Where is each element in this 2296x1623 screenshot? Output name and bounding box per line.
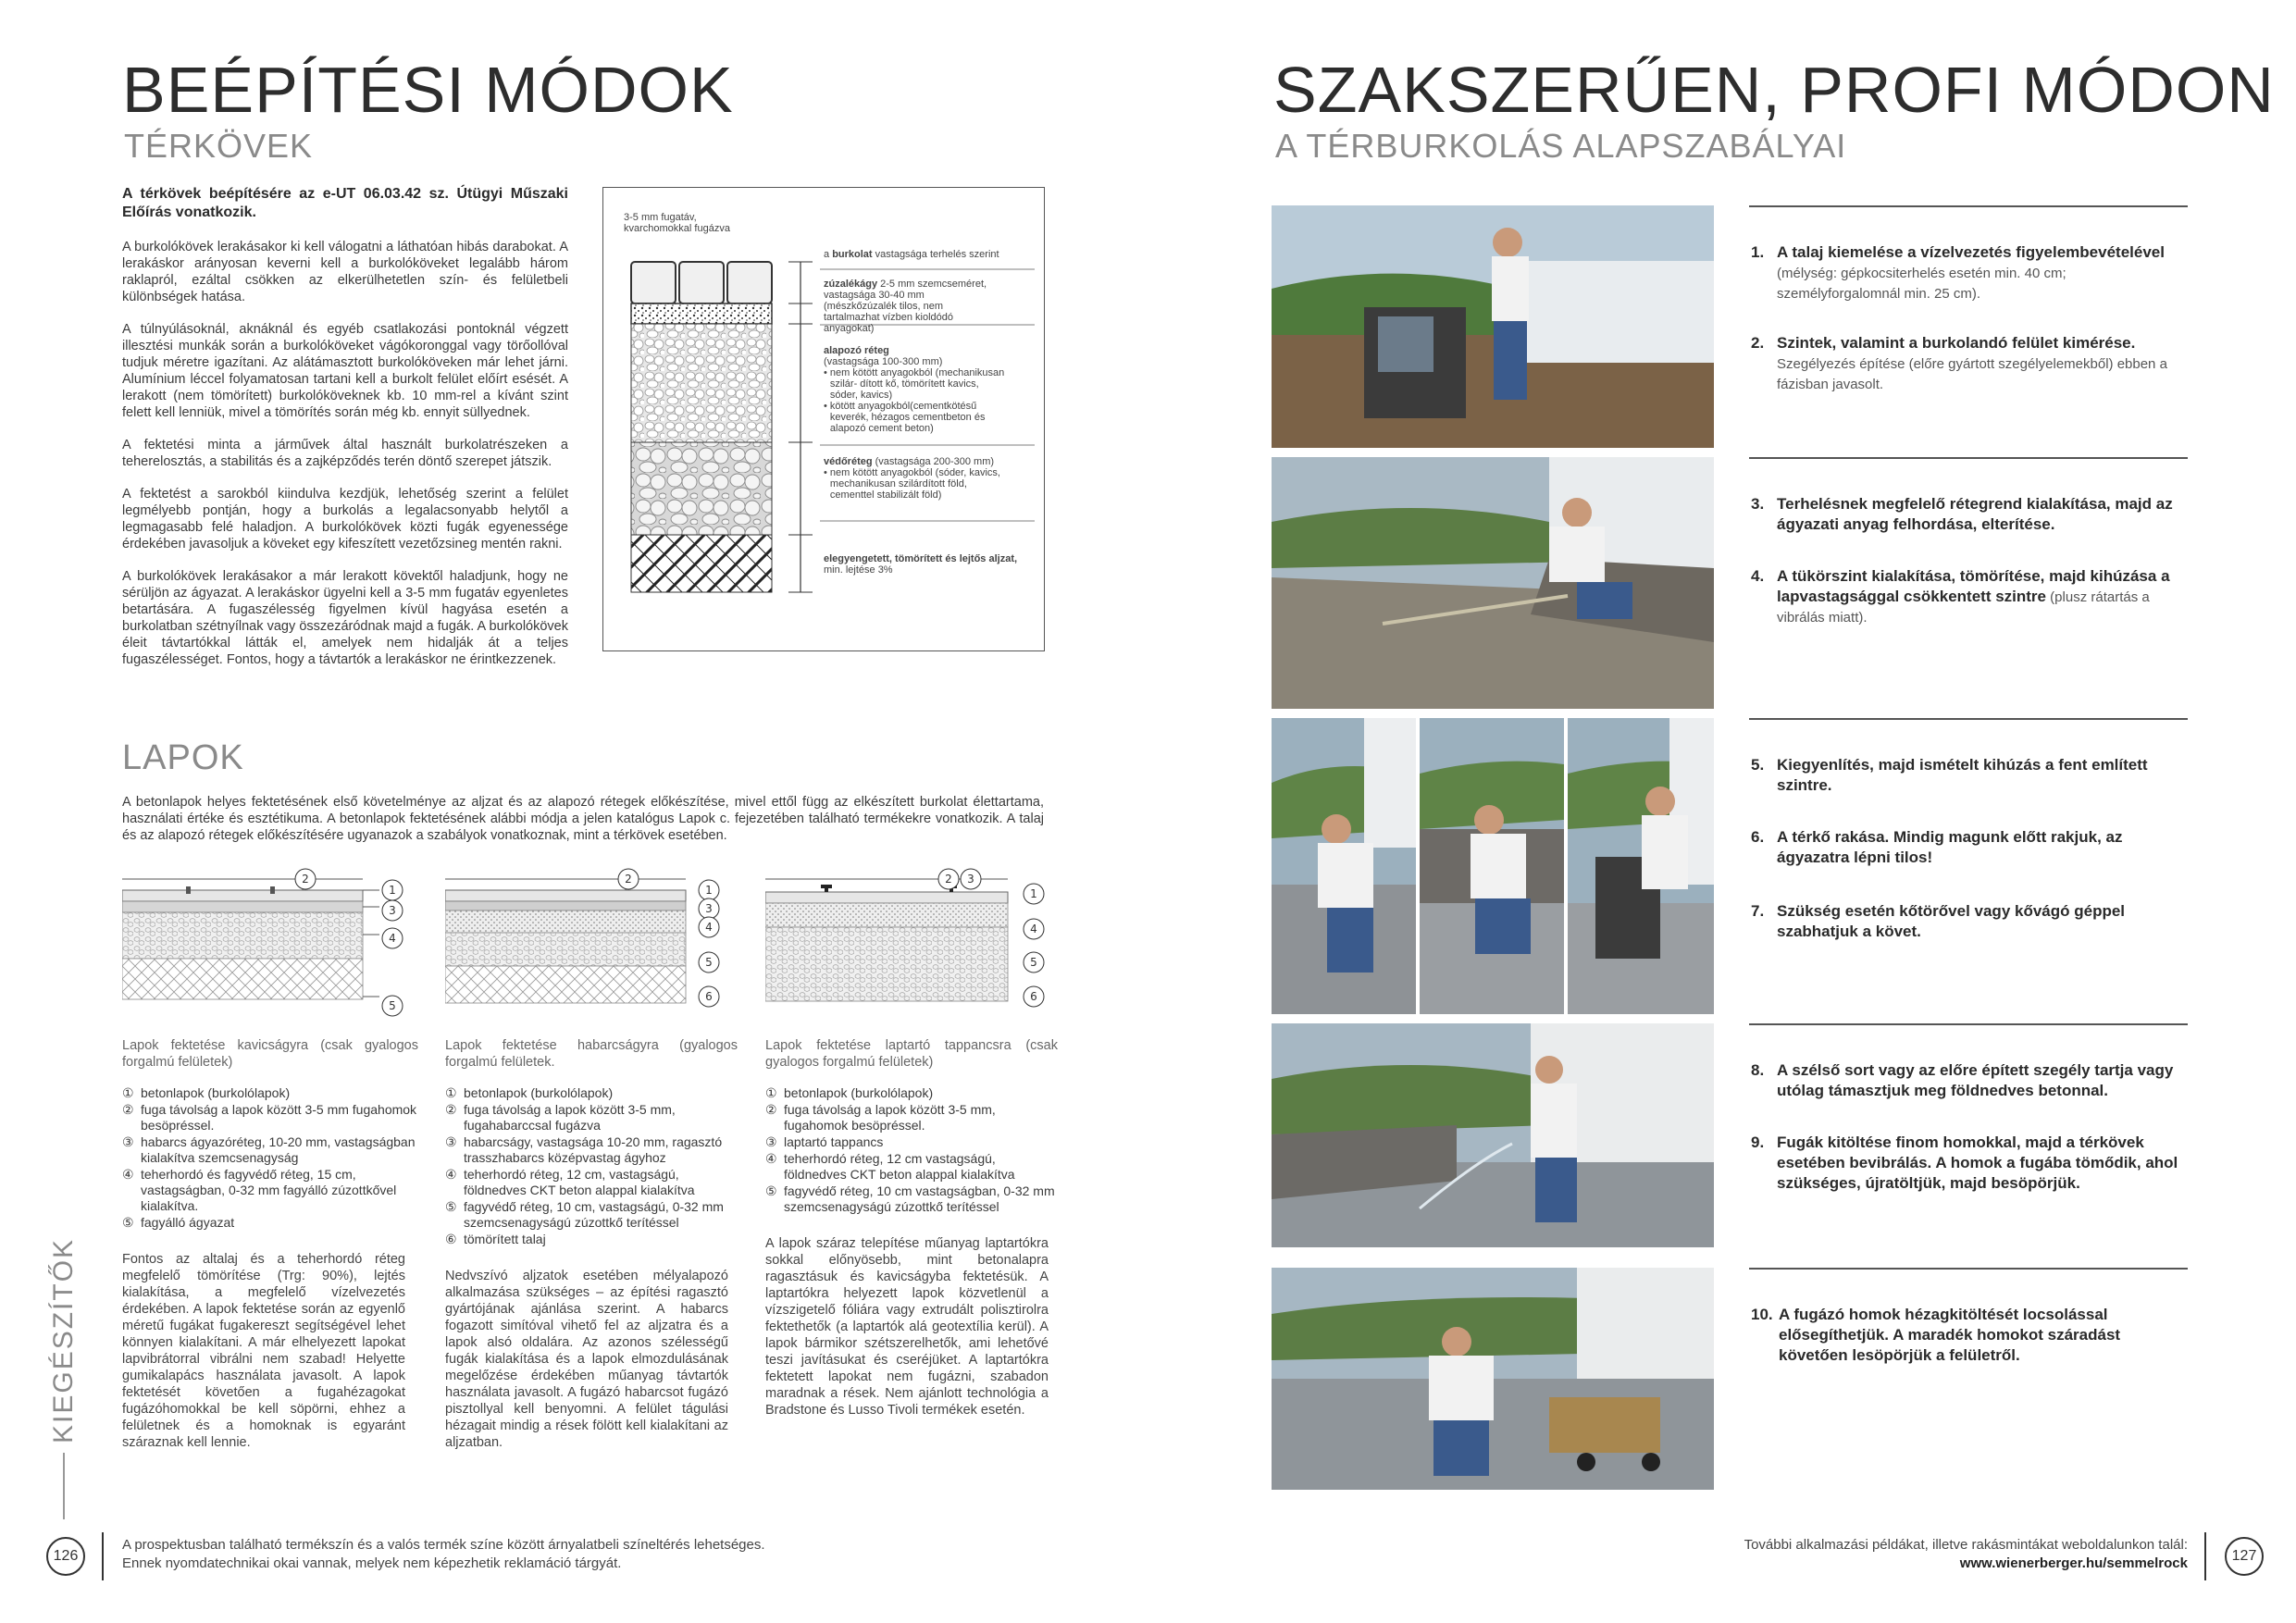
step-2: 2. Szintek, valamint a burkolandó felület kimérése. Szegélyezés építése (előre gyártott szegélyelemekből) ebben a fázisban javasolt. bbox=[1751, 334, 2167, 392]
list-item: ④ teherhordó réteg, 12 cm vastagságú, földnedves CKT beton alappal kialakítva bbox=[765, 1151, 1015, 1182]
svg-text:3: 3 bbox=[967, 873, 974, 886]
list-item: ② fuga távolság a lapok között 3-5 mm fugahomok besöpréssel. bbox=[122, 1102, 417, 1133]
layer-text: 2-5 mm szemcseméret, vastagsága 30-40 mm (mészkőzúzalék tilos, nem tartalmazhat vízben kioldódó anyagokat) bbox=[824, 279, 987, 334]
lapok-title: LAPOK bbox=[122, 738, 244, 777]
lapok-caption-1: Lapok fektetése kavicságyra (csak gyalogos forgalmú felületek) bbox=[122, 1038, 418, 1070]
step-10: 10. A fugázó homok hézagkitöltését locsolással elősegíthetjük. A maradék homokot száradást követően lesöpörjük a felületről. bbox=[1751, 1306, 2121, 1364]
left-page-number: 126 bbox=[46, 1537, 85, 1576]
photo-screeding-illustration bbox=[1272, 457, 1714, 709]
svg-text:4: 4 bbox=[705, 921, 713, 934]
layer-title: alapozó réteg bbox=[824, 345, 889, 356]
svg-text:2: 2 bbox=[302, 873, 309, 886]
lapok-text-2: Nedvszívó aljzatok esetében mélyalapozó alkalmazása szükséges – az építési ragasztó gyártójának ajánlása szerint. A habarcs fogazott simítóval vihető fel az aljzatra és a lapok alsó oldalára. Az azonos szélességű fugák kialakítása és a lapok elmozdulásának megelőzése érdekében műanyag távtartók használata javasolt. A fugázó habarcsot fugázó pisztollyal kell benyomni. A felület tágulási hézagait mindig a rések fölött kell kialakítani az aljzatban. bbox=[445, 1269, 728, 1450]
layer-text: vastagsága terhelés szerint bbox=[872, 249, 999, 260]
paragraph: A túlnyúlásoknál, aknáknál és egyéb csatlakozási pontoknál végzett illesztési munkák során a burkolóköveket vágókoronggal vagy törőollóval tudjuk méretre igazítani. Az alátámasztott burkolóköveken már lehet járni. Alumínium léccel folyamatosan tartani kell a burkolt felület előírt esését. A lerakott (nem tömörített) burkolóköveknek kb. 10 mm-rel a kívánt szint felett kell lenniük, mivel a tömörítés során még kb. ennyit süllyednek. bbox=[122, 322, 568, 420]
svg-text:6: 6 bbox=[705, 990, 713, 1003]
layer-title: burkolat bbox=[832, 249, 873, 260]
svg-text:3: 3 bbox=[705, 902, 713, 915]
lapok-list-2 bbox=[445, 1085, 738, 1247]
svg-text:5: 5 bbox=[389, 999, 396, 1012]
footer-divider bbox=[2204, 1532, 2206, 1580]
paragraph: A burkolókövek lerakásakor a már lerakott kövektől haladjunk, hogy ne sérüljön az ágyazat. A lerakáskor ügyelni kell a 3-5 mm fugatáv egyenletes betartására. A fugaszélesség figyelmen kívül hagyása esetén a burkolatban szétnyílnak vagy összezáródnak majd a fugák. A burkolókövek éleit távtartókkal látták el, amelyek nem hidalják át a teljes fugaszélességet. Fontos, hogy a távtartók a lerakáskor ne érintkezzenek. bbox=[122, 569, 568, 667]
list-item: ③ habarcságy, vastagsága 10-20 mm, ragasztó trasszhabarcs középvastag ágyhoz bbox=[445, 1134, 723, 1165]
paragraph: A burkolókövek lerakásakor ki kell válogatni a láthatóan hibás darabokat. A lerakáskor arányosan keverni kell a burkolóköveket legalább három raklapról, ezáltal csökken az elkerülhetetlen szín- és felületbeli különbségek hatása. bbox=[122, 240, 568, 304]
svg-text:2: 2 bbox=[625, 873, 632, 886]
photo-screeding bbox=[1272, 457, 1714, 709]
list-item: ⑥ tömörített talaj bbox=[445, 1232, 546, 1246]
diagram-layer-burkolat bbox=[824, 249, 1036, 260]
layer-text: min. lejtése 3% bbox=[824, 564, 893, 576]
lapok-figure-2 bbox=[445, 862, 738, 1020]
diagram-top-note-line: 3-5 mm fugatáv, bbox=[624, 212, 697, 223]
list-item: ⑤ fagyvédő réteg, 10 cm vastagságban, 0-32 mm szemcsenagyságú zúzottkő terítéssel bbox=[765, 1183, 1055, 1214]
svg-text:3: 3 bbox=[389, 904, 396, 917]
list-item: ④ teherhordó és fagyvédő réteg, 15 cm, vastagságban, 0-32 mm fagyálló zúzottkővel kialakítva. bbox=[122, 1167, 397, 1213]
diagram-layer-alapozo bbox=[824, 345, 1009, 434]
svg-text:1: 1 bbox=[1030, 887, 1037, 900]
lapok-list-1 bbox=[122, 1085, 418, 1231]
list-item: ① betonlapok (burkolólapok) bbox=[122, 1085, 291, 1100]
svg-text:1: 1 bbox=[705, 884, 713, 897]
photo-laying-1 bbox=[1272, 718, 1416, 1014]
layer-title: védőréteg bbox=[824, 456, 873, 467]
layer-bullet: • kötött anyagokból(cementkötésű keverék, hézagos cementbeton és alapozó cement beton) bbox=[824, 401, 986, 434]
left-footer bbox=[122, 1536, 765, 1573]
right-page-subtitle: A TÉRBURKOLÁS ALAPSZABÁLYAI bbox=[1275, 127, 1847, 165]
diagram-top-note-line: kvarchomokkal fugázva bbox=[624, 223, 730, 234]
svg-text:1: 1 bbox=[389, 884, 396, 897]
svg-text:6: 6 bbox=[1030, 990, 1037, 1003]
lapok-figure-3 bbox=[765, 862, 1058, 1020]
step-4: 4. A tükörszint kialakítása, tömörítése, majd kihúzása a lapvastagsággal csökkentett szintre (plusz rátartás a vibrálás miatt). bbox=[1751, 567, 2170, 626]
photo-watering bbox=[1272, 1023, 1714, 1247]
paragraph: A fektetést a sarokból kiindulva kezdjük, lehetőség szerint a felület legmélyebb pontján, hogy a burkolás a legalacsonyabb helytől a legmagasabb felé haladjon. A burkolókövek közti fugák egyenessége érdekében javasoljuk a köveket egy kifeszített vezetőzsineg mentén rakni. bbox=[122, 487, 568, 551]
lapok-column-2 bbox=[445, 862, 738, 1451]
svg-text:4: 4 bbox=[1030, 923, 1037, 935]
photo-compactor bbox=[1272, 205, 1714, 448]
footer-divider bbox=[102, 1532, 104, 1580]
photo-laying-3-illustration bbox=[1568, 718, 1714, 1014]
right-page-number: 127 bbox=[2225, 1537, 2264, 1576]
lapok-column-3 bbox=[765, 862, 1058, 1419]
photo-watering-illustration bbox=[1272, 1023, 1714, 1247]
layer-bullet: • nem kötött anyagokból (sóder, kavics, mechanikusan szilárdított föld, cementtel stabilizált föld) bbox=[824, 467, 1000, 501]
footer-line: További alkalmazási példákat, illetve rakásmintákat weboldalunkon talál: bbox=[1744, 1537, 2188, 1553]
paragraph: A fektetési minta a járművek által használt burkolatrészeken a teherelosztás, a stabilitás és a zajképződés terén döntő szerepet játszik. bbox=[122, 438, 568, 469]
list-item: ① betonlapok (burkolólapok) bbox=[445, 1085, 614, 1100]
list-item: ② fuga távolság a lapok között 3-5 mm, fugahomok besöpréssel. bbox=[765, 1102, 996, 1133]
svg-text:5: 5 bbox=[1030, 956, 1037, 969]
right-footer bbox=[1601, 1536, 2188, 1573]
layer-title: zúzalékágy bbox=[824, 279, 878, 290]
svg-text:5: 5 bbox=[705, 956, 713, 969]
left-page-title: BEÉPÍTÉSI MÓDOK bbox=[122, 54, 734, 126]
layer-title: elegyengetett, tömörített és lejtős aljzat, bbox=[824, 553, 1018, 564]
photo-cutting bbox=[1272, 1268, 1714, 1490]
lapok-column-1 bbox=[122, 862, 418, 1451]
lapok-list-3 bbox=[765, 1085, 1058, 1215]
step-rule bbox=[1749, 1268, 2188, 1270]
layer-text: (vastagsága 100-300 mm) bbox=[824, 356, 943, 367]
list-item: ⑤ fagyvédő réteg, 10 cm, vastagságú, 0-32 mm szemcsenagyságú zúzottkő terítéssel bbox=[445, 1199, 724, 1230]
list-item: ② fuga távolság a lapok között 3-5 mm, fugahabarccsal fugázva bbox=[445, 1102, 676, 1133]
footer-line: A prospektusban található termékszín és a valós termék színe között árnyalatbeli színeltérés lehetséges. bbox=[122, 1537, 765, 1553]
terkovek-lead: A térkövek beépítésére az e-UT 06.03.42 sz. Útügyi Műszaki Előírás vonatkozik. bbox=[122, 186, 568, 220]
photo-laying-2 bbox=[1420, 718, 1564, 1014]
list-item: ③ laptartó tappancs bbox=[765, 1134, 884, 1149]
step-5: 5. Kiegyenlítés, majd ismételt kihúzás a fent említett szintre. bbox=[1751, 756, 2148, 794]
right-page-title: SZAKSZERŰEN, PROFI MÓDON bbox=[1273, 54, 2275, 126]
side-label: KIEGÉSZÍTŐK bbox=[48, 1237, 79, 1443]
lapok-intro: A betonlapok helyes fektetésének első követelménye az aljzat és az alapozó rétegek előkészítése, mivel ettől függ az elkészített burkolat élettartama, használati értéke és esztétikuma. A betonlapok fektetésének alábbi módja a jelen katalógus Lapok c. fejezetében található termékekre vonatkozik. A talaj és az alapozó rétegek előkészítésére ugyanazok a szabályok vonatkoznak, mint a térkövek esetében. bbox=[122, 795, 1044, 843]
lapok-caption-3: Lapok fektetése laptartó tappancsra (csak gyalogos forgalmú felületek) bbox=[765, 1038, 1058, 1070]
lapok-figure-1 bbox=[122, 862, 418, 1020]
terkovek-paragraphs bbox=[122, 239, 568, 668]
website-link[interactable]: www.wienerberger.hu/semmelrock bbox=[1959, 1555, 2188, 1571]
lapok-text-1: Fontos az altalaj és a teherhordó réteg megfelelő tömörítése (Trg: 90%), lejtés kialakítása, a megfelelő vízelvezetés érdekében. A lapok fektetése során az egyenlő méretű fugákat fugakereszt segítségével lehet könnyen kialakítani. A már elhelyezett lapokat lapvibrátorral vibrálni nem szabad! Helyette gumikalapács használata javasolt. A lapok fektetését követően a fugahézagokat fugázóhomokkal be kell söpörni, ehhez a felületnek és a homoknak is egyaránt száraznak kell lennie. bbox=[122, 1252, 405, 1450]
diagram-layer-vedoreteg bbox=[824, 456, 1009, 501]
step-6: 6. A térkő rakása. Mindig magunk előtt rakjuk, az ágyazatra lépni tilos! bbox=[1751, 828, 2123, 866]
svg-text:4: 4 bbox=[389, 932, 396, 945]
layer-prefix: a bbox=[824, 249, 833, 260]
step-rule bbox=[1749, 205, 2188, 207]
svg-text:2: 2 bbox=[945, 873, 952, 886]
photo-laying-3 bbox=[1568, 718, 1714, 1014]
step-rule bbox=[1749, 1023, 2188, 1025]
step-rule bbox=[1749, 718, 2188, 720]
photo-laying-1-illustration bbox=[1272, 718, 1416, 1014]
lapok-caption-2: Lapok fektetése habarcságyra (gyalogos forgalmú felületek. bbox=[445, 1038, 738, 1070]
side-divider bbox=[63, 1453, 65, 1519]
step-9: 9. Fugák kitöltése finom homokkal, majd a térkövek esetében bevibrálás. A homok a fugába tömődik, ahol szükséges, újratöltjük, majd besöpörjük. bbox=[1751, 1134, 2178, 1192]
layer-text: (vastagsága 200-300 mm) bbox=[872, 456, 995, 467]
terkovek-text bbox=[122, 185, 568, 684]
left-page-subtitle: TÉRKÖVEK bbox=[124, 127, 314, 165]
photo-laying-2-illustration bbox=[1420, 718, 1564, 1014]
diagram-layer-zuzalekagy bbox=[824, 279, 990, 334]
layer-bullet: • nem kötött anyagokból (mechanikusan szilár- dított kő, tömörített kavics, sóder, kavics) bbox=[824, 367, 1005, 401]
photo-compactor-illustration bbox=[1272, 205, 1714, 448]
list-item: ① betonlapok (burkolólapok) bbox=[765, 1085, 934, 1100]
photo-cutting-illustration bbox=[1272, 1268, 1714, 1490]
footer-line: Ennek nyomdatechnikai okai vannak, melyek nem képezhetik reklamáció tárgyát. bbox=[122, 1555, 622, 1571]
list-item: ⑤ fagyálló ágyazat bbox=[122, 1215, 235, 1230]
diagram-layer-aljzat bbox=[824, 553, 1027, 576]
step-1: 1. A talaj kiemelése a vízelvezetés figyelembevételével (mélység: gépkocsiterhelés esetén min. 40 cm; személyforgalomnál min. 25 cm). bbox=[1751, 243, 2165, 302]
step-3: 3. Terhelésnek megfelelő rétegrend kialakítása, majd az ágyazati anyag felhordása, elterítése. bbox=[1751, 495, 2173, 533]
lapok-text-3: A lapok száraz telepítése műanyag laptartókra sokkal előnyösebb, mint betonalapra ragasztásuk és kavicságyba fektetésük. A laptartókra helyezett lapok közvetlenül a vízszigetelő fóliára vagy extrudált polisztirolra fektethetők (a laptartók alá geotextília kerül). A lapok bármikor szétszerelhetők, ami lehetővé teszi javításukat és cseréjüket. A laptartókra fektetett lapokat nem fugázni, szabadon maradnak a rések. Nem ajánlott technológia a Bradstone és Lusso Tivoli termékek esetén. bbox=[765, 1236, 1049, 1418]
list-item: ③ habarcs ágyazóréteg, 10-20 mm, vastagságban kialakítva szemcsenagyság bbox=[122, 1134, 416, 1165]
step-8: 8. A szélső sort vagy az előre épített szegély tartja vagy utólag támasztjuk meg földnedves betonnal. bbox=[1751, 1061, 2174, 1099]
layer-diagram bbox=[602, 187, 1045, 651]
step-7: 7. Szükség esetén kőtörővel vagy kővágó géppel szabhatjuk a követ. bbox=[1751, 902, 2126, 940]
step-rule bbox=[1749, 457, 2188, 459]
list-item: ④ teherhordó réteg, 12 cm, vastagságú, földnedves CKT beton alappal kialakítva bbox=[445, 1167, 695, 1197]
